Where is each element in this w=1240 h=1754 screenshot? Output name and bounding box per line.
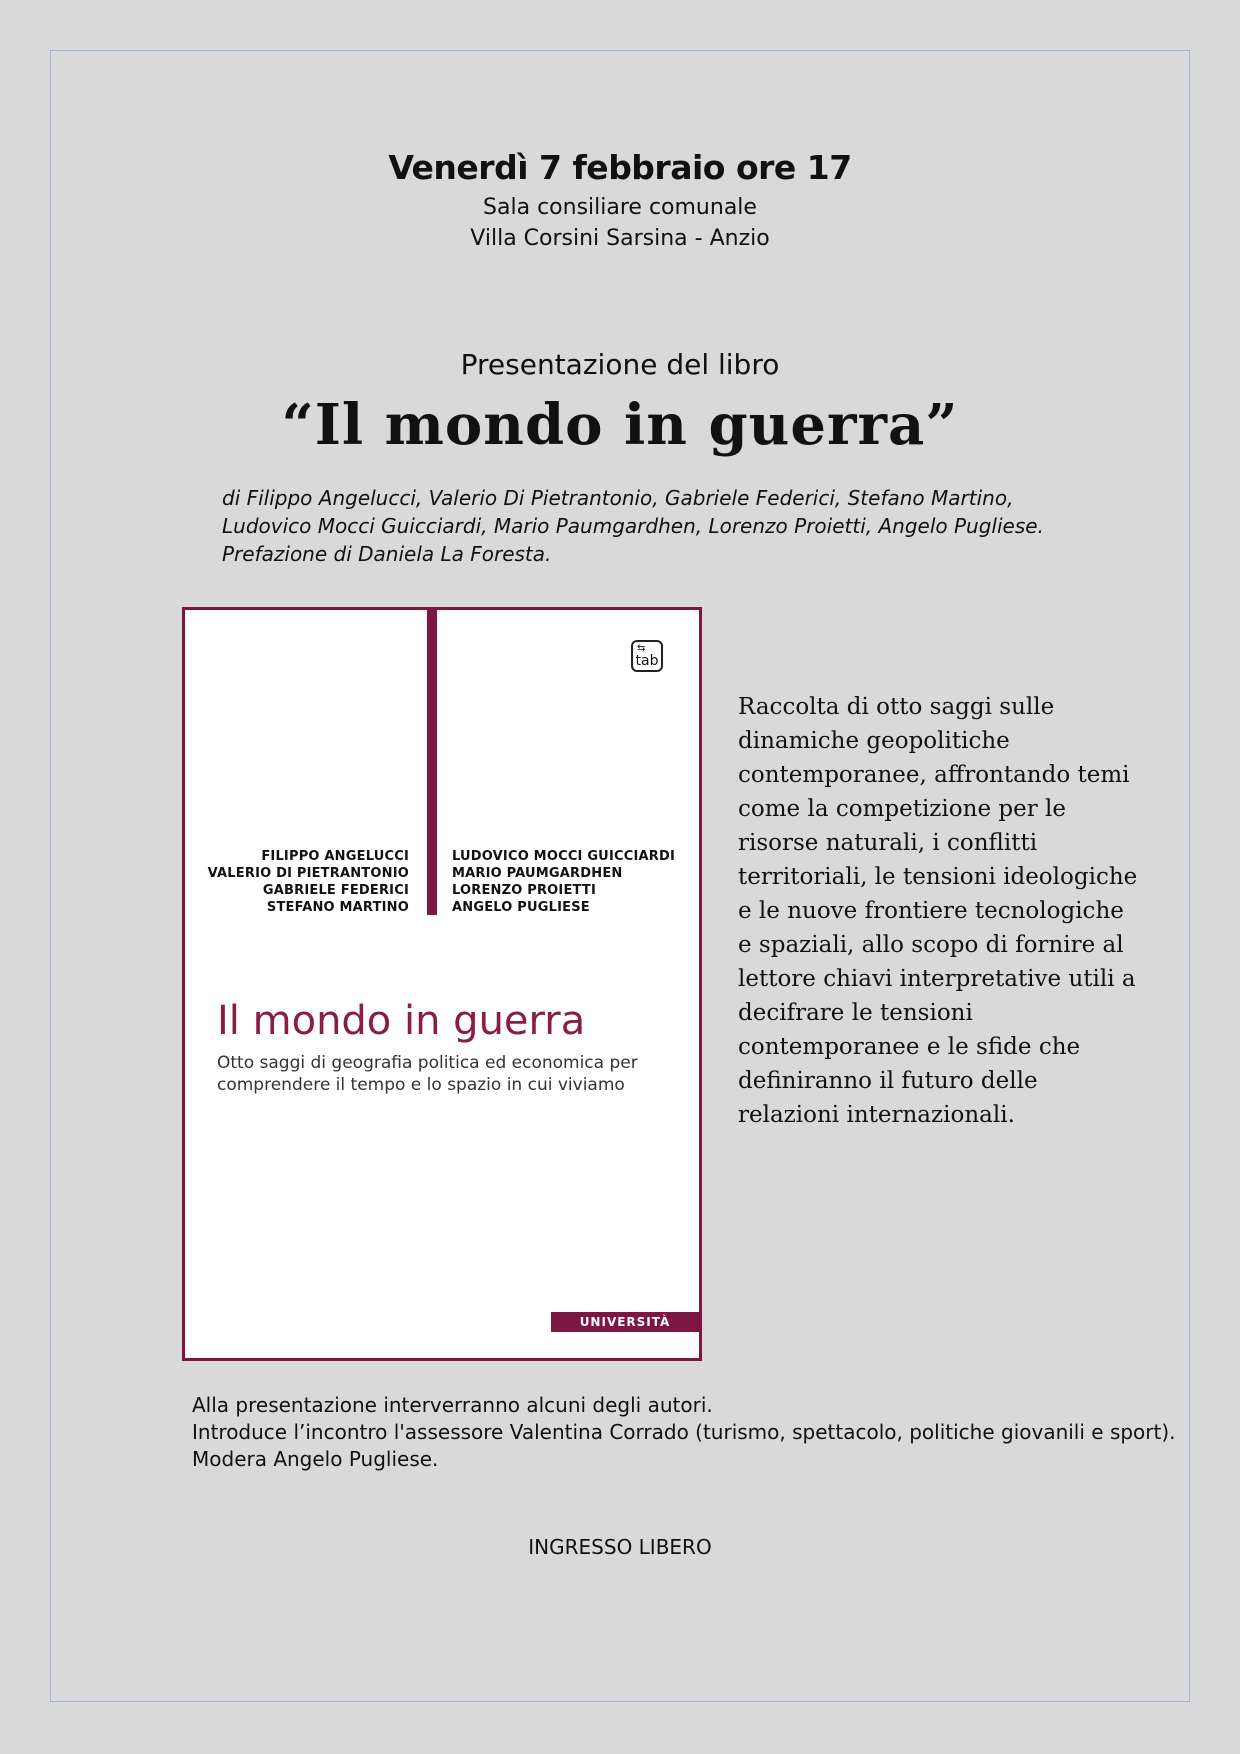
note-line: Modera Angelo Pugliese. [192, 1447, 439, 1471]
cover-author: STEFANO MARTINO [266, 900, 409, 915]
event-date: Venerdì 7 febbraio ore 17 [388, 148, 852, 187]
cover-subtitle: Otto saggi di geografia politica ed economica per comprendere il tempo e lo spazio in cui viviamo [217, 1053, 638, 1095]
event-venue-hall: Sala consiliare comunale [483, 195, 757, 220]
cover-accent-bar [427, 610, 437, 915]
cover-author: LUDOVICO MOCCI GUICCIARDI [452, 849, 675, 864]
free-entry: INGRESSO LIBERO [528, 1535, 712, 1559]
publisher-logo-text: tab [635, 653, 659, 669]
event-notes [192, 1392, 1176, 1473]
authors-line: di Filippo Angelucci, Valerio Di Pietrantonio, Gabriele Federici, Stefano Martino, [222, 486, 1014, 510]
cover-author: ANGELO PUGLIESE [452, 900, 590, 915]
arrows-icon: ⇆ [637, 643, 646, 654]
event-venue-location: Villa Corsini Sarsina - Anzio [470, 226, 770, 251]
authors-block [222, 484, 1122, 568]
cover-author: MARIO PAUMGARDHEN [452, 866, 623, 881]
publisher-logo [631, 640, 663, 672]
note-line: Introduce l’incontro l'assessore Valentina Corrado (turismo, spettacolo, politiche giovanili e sport). [192, 1420, 1176, 1444]
cover-authors-right [452, 848, 675, 916]
cover-authors-left [208, 848, 409, 916]
cover-author: LORENZO PROIETTI [452, 883, 597, 898]
cover-title: Il mondo in guerra [217, 998, 586, 1044]
cover-author: FILIPPO ANGELUCCI [261, 849, 409, 864]
book-title: “Il mondo in guerra” [281, 392, 959, 458]
note-line: Alla presentazione interverranno alcuni degli autori. [192, 1393, 713, 1417]
preface-line: Prefazione di Daniela La Foresta. [222, 542, 552, 566]
cover-author: GABRIELE FEDERICI [262, 883, 409, 898]
presentation-label: Presentazione del libro [460, 348, 780, 381]
book-cover [182, 607, 702, 1361]
cover-series-badge: UNIVERSITÀ [551, 1312, 699, 1332]
authors-line: Ludovico Mocci Guicciardi, Mario Paumgardhen, Lorenzo Proietti, Angelo Pugliese. [222, 514, 1044, 538]
book-description: Raccolta di otto saggi sulle dinamiche geopolitiche contemporanee, affrontando temi come la competizione per le risorse naturali, i conflitti territoriali, le tensioni ideologiche e le nuove frontiere tecnologiche e spaziali, allo scopo di fornire al lettore chiavi interpretative utili a decifrare le tensioni contemporanee e le sfide che definiranno il futuro delle relazioni internazionali. [738, 694, 1138, 1128]
cover-author: VALERIO DI PIETRANTONIO [207, 866, 409, 881]
